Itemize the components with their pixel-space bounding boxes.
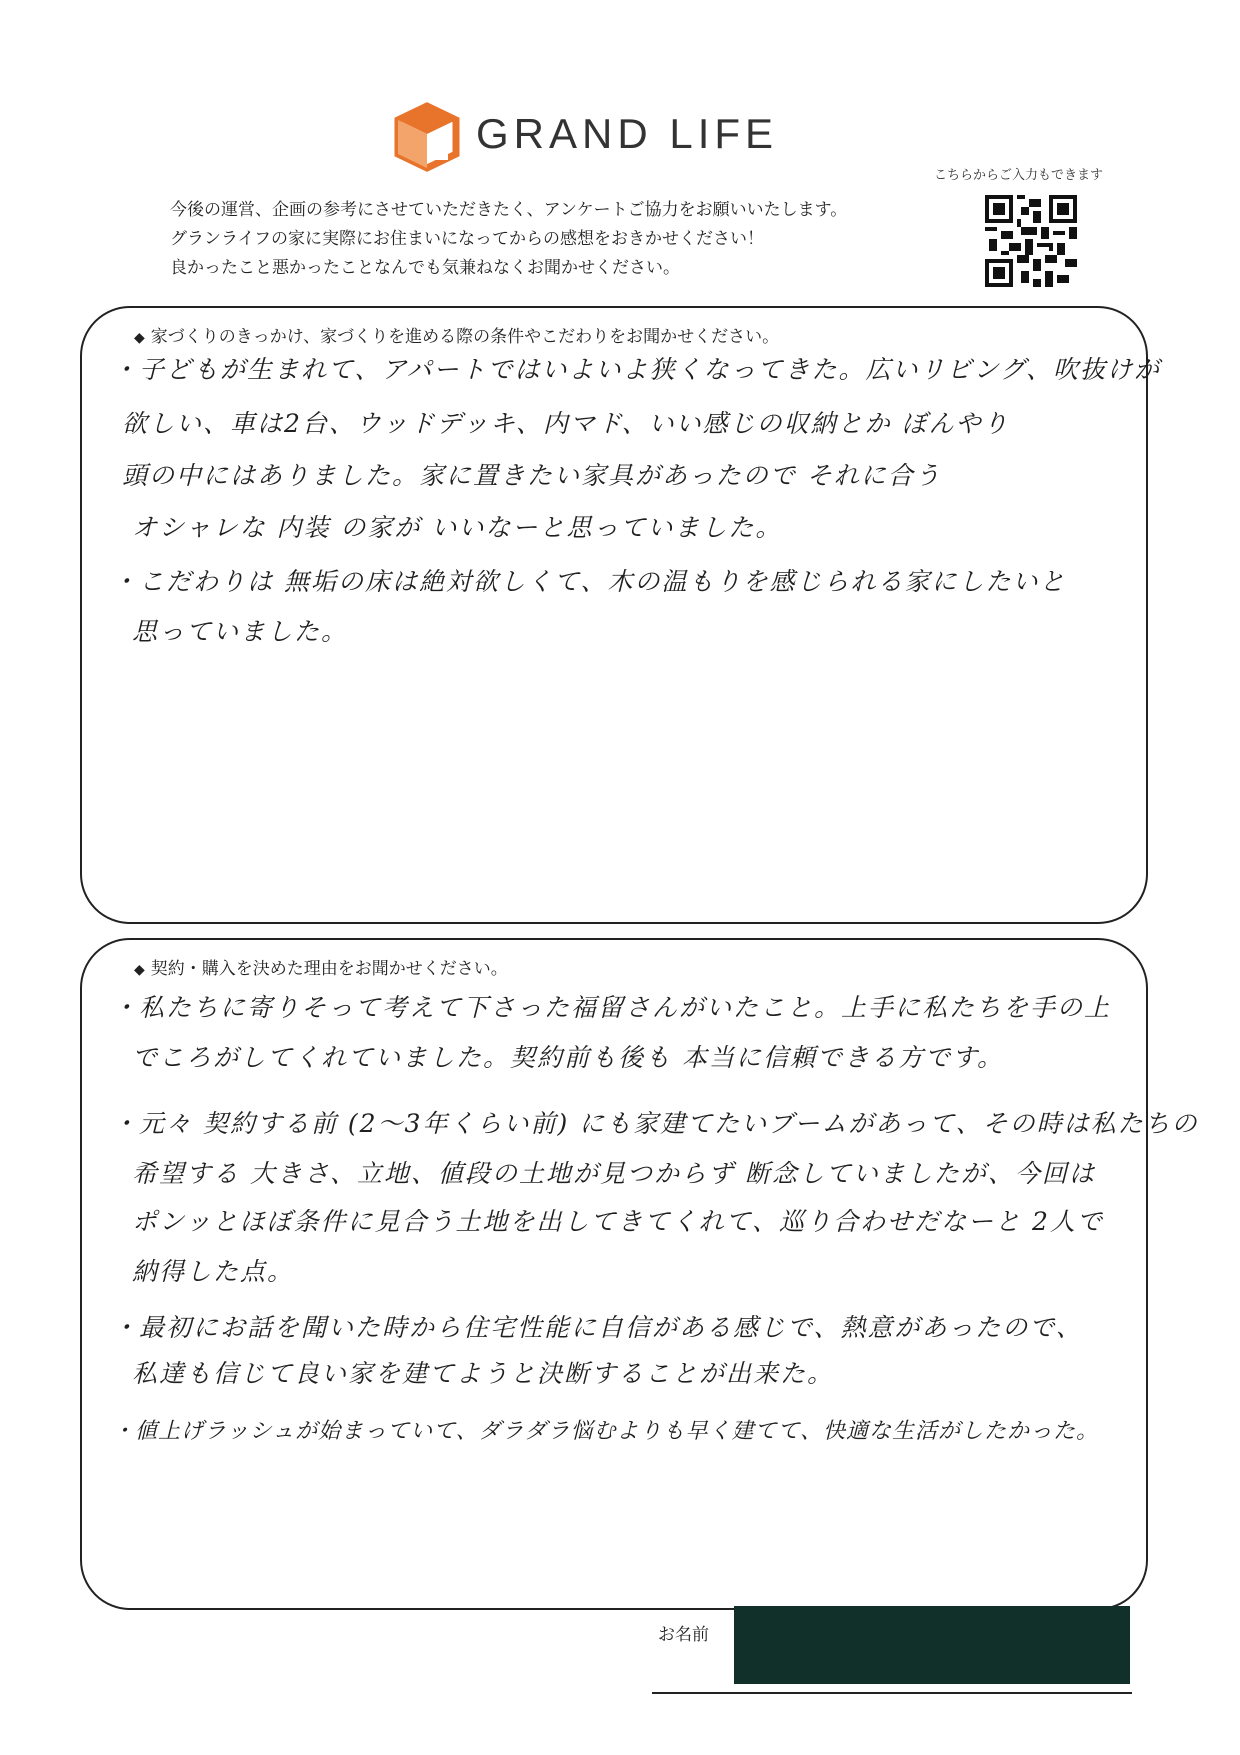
intro-line: 良かったこと悪かったことなんでも気兼ねなくお聞かせください。 <box>170 258 680 278</box>
qr-caption: こちらからご入力もできます <box>934 168 1104 183</box>
brand-logo <box>392 102 862 172</box>
diamond-bullet-icon: ◆ <box>134 962 145 978</box>
section-motivation <box>80 306 1162 924</box>
handwritten-line: ・子どもが生まれて、アパートではいよいよ狭くなってきた。広いリビング、吹抜けが <box>112 355 1162 384</box>
handwritten-line: 納得した点。 <box>132 1257 295 1286</box>
section-reasons <box>80 938 1199 1610</box>
handwritten-line: ・最初にお話を聞いた時から住宅性能に自信がある感じで、熱意があったので、 <box>112 1313 1083 1342</box>
intro-line: グランライフの家に実際にお住まいになってからの感想をおきかせください！ <box>170 229 764 249</box>
handwritten-line: でころがしてくれていました。契約前も後も 本当に信頼できる方です。 <box>132 1043 1004 1072</box>
intro-text <box>170 196 970 283</box>
intro-line: 今後の運営、企画の参考にさせていただきたく、アンケートご協力をお願いいたします。 <box>170 200 848 220</box>
handwritten-line: ・私たちに寄りそって考えて下さった福留さんがいたこと。上手に私たちを手の上 <box>112 993 1112 1022</box>
brand-name: GRAND LIFE <box>476 110 779 157</box>
handwritten-line: ・こだわりは 無垢の床は絶対欲しくて、木の温もりを感じられる家にしたいと <box>112 567 1067 596</box>
grand-life-cube-logo-icon <box>392 102 462 172</box>
handwritten-line: 私達も信じて良い家を建てようと決断することが出来た。 <box>132 1359 835 1388</box>
handwritten-line: ・値上げラッシュが始まっていて、ダラダラ悩むよりも早く建てて、快適な生活がしたかった。 <box>112 1419 1100 1444</box>
handwritten-line: ポンッとほぼ条件に見合う土地を出してきてくれて、巡り合わせだなーと 2人で <box>132 1207 1104 1236</box>
handwritten-line: 欲しい、車は2台、ウッドデッキ、内マド、いい感じの収納とか ぼんやり <box>122 409 1010 438</box>
name-label: お名前 <box>658 1625 709 1645</box>
name-redacted-box <box>734 1606 1130 1684</box>
handwritten-line: 頭の中にはありました。家に置きたい家具があったので それに合う <box>122 461 942 490</box>
diamond-bullet-icon: ◆ <box>134 330 145 346</box>
handwritten-line: 希望する 大きさ、立地、値段の土地が見つからず 断念していましたが、今回は <box>132 1159 1096 1188</box>
handwritten-line: オシャレな 内装 の家が いいなーと思っていました。 <box>132 513 783 542</box>
handwritten-line: 思っていました。 <box>132 617 349 646</box>
section-heading: ◆ 契約・購入を決めた理由をお聞かせください。 <box>134 959 508 979</box>
section-heading: ◆ 家づくりのきっかけ、家づくりを進める際の条件やこだわりをお聞かせください。 <box>134 327 780 347</box>
handwritten-line: ・元々 契約する前 (2〜3年くらい前) にも家建てたいブームがあって、その時は私たちの <box>112 1109 1199 1138</box>
qr-code-icon[interactable] <box>985 195 1077 287</box>
name-underline <box>652 1692 1132 1694</box>
